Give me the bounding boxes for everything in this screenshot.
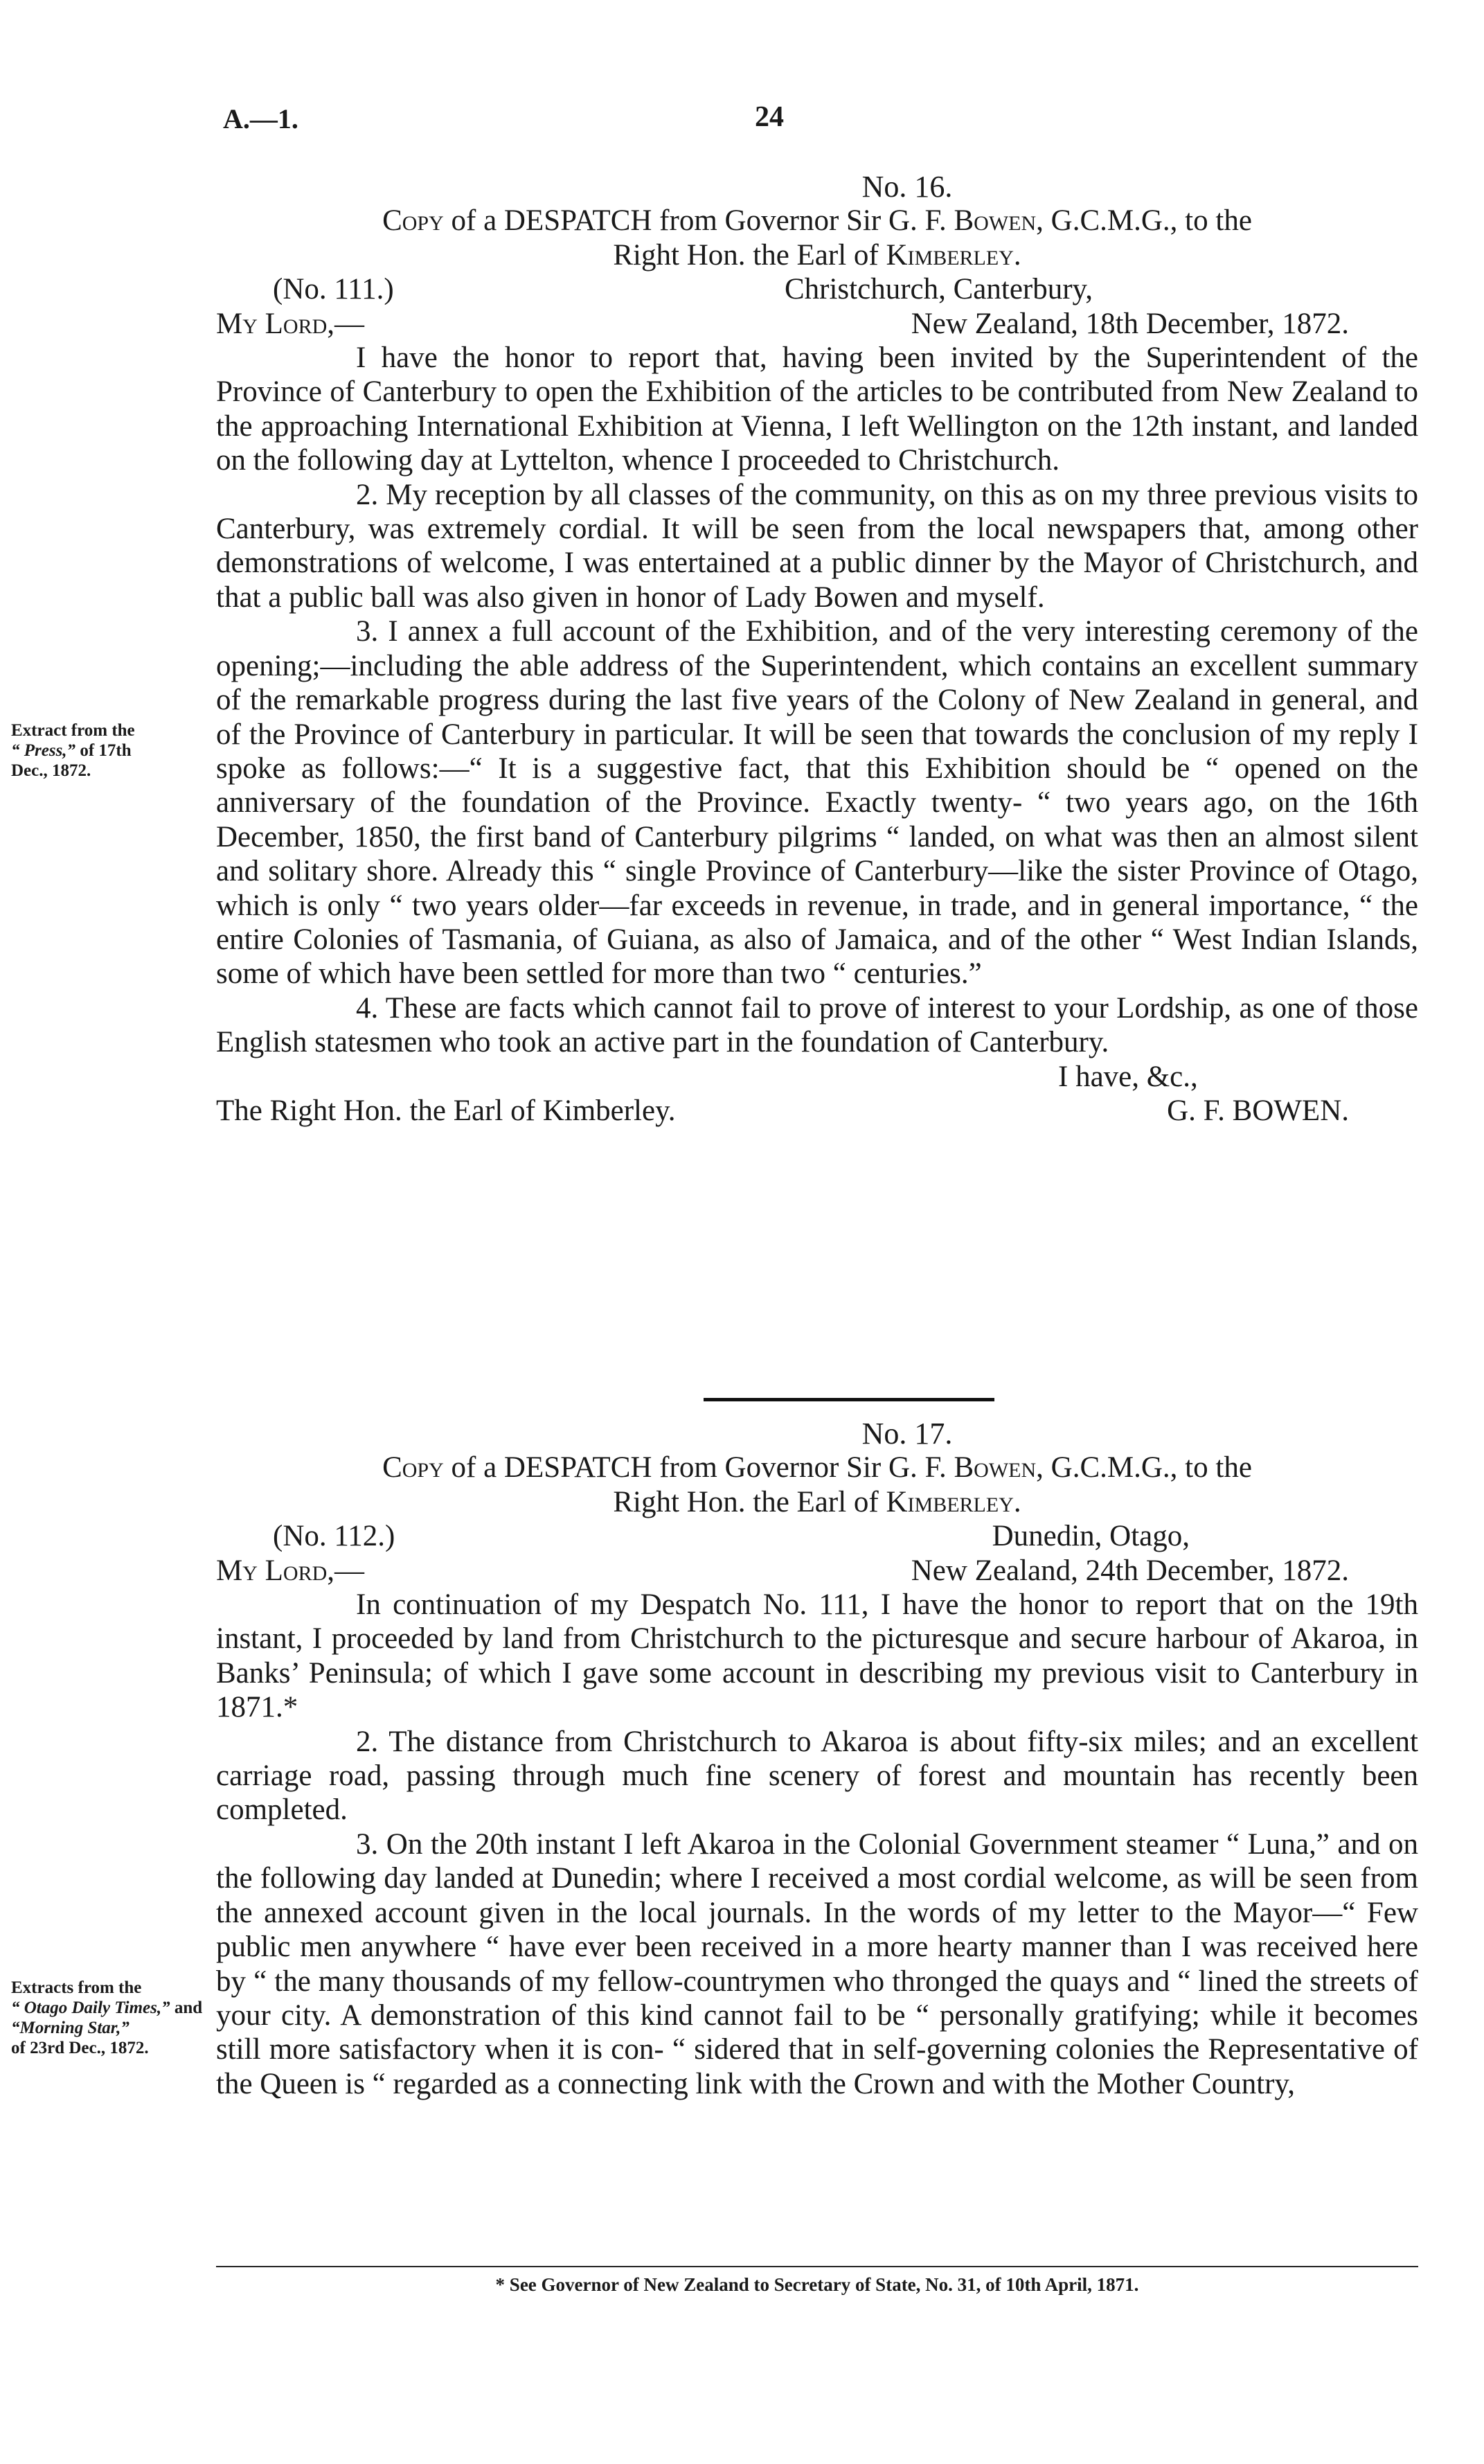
- title-name: Bowen: [954, 204, 1037, 238]
- salutation: My Lord,—: [216, 1554, 365, 1587]
- despatch-number: No. 17.: [861, 1417, 953, 1451]
- despatch-place: Christchurch, Canterbury,: [784, 273, 1093, 306]
- closing-row: [216, 1060, 1418, 1094]
- despatch-number: No. 16.: [861, 170, 953, 204]
- paragraph: 2. My reception by all classes of the community, on this as on my three previous visits to Canterbury, was extremely cordial. It will be seen from the local newspapers that, among other demonstrations of welcome, I was entertained at a public dinner by the Mayor of Christchurch, and that a public ball was also given in honor of Lady Bowen and myself.: [216, 478, 1418, 614]
- title-recipient-name: Kimberley: [886, 1485, 1014, 1518]
- ref-row: [216, 272, 1418, 306]
- closing: I have, &c.,: [1058, 1060, 1198, 1093]
- margin-note: [11, 720, 212, 781]
- margin-note-line: Extracts from the: [11, 1978, 142, 1997]
- despatch-ref: (No. 111.): [273, 273, 394, 306]
- paragraph: 4. These are facts which cannot fail to prove of interest to your Lordship, as one of those English statesmen who took an active part in the foundation of Canterbury.: [216, 991, 1418, 1059]
- addressee: The Right Hon. the Earl of Kimberley.: [216, 1094, 676, 1127]
- margin-note-line: [11, 2018, 212, 2038]
- addressee-row: [216, 1094, 1418, 1128]
- paragraph: 2. The distance from Christchurch to Akaroa is about fifty-six miles; and an excellent carriage road, passing through much fine scenery of forest and mountain has recently been completed.: [216, 1725, 1418, 1827]
- title-copy: Copy: [382, 1451, 444, 1484]
- footnote: * See Governor of New Zealand to Secretary of State, No. 31, of 10th April, 1871.: [495, 2274, 1139, 2295]
- margin-note: [11, 1978, 212, 2058]
- paragraph: 3. On the 20th instant I left Akaroa in the Colonial Government steamer “ Luna,” and on the following day landed at Dunedin; where I received a most cordial welcome, as will be seen from the annexed account given in the local journals. In the words of my letter to the Mayor—“ Few public men anywhere “ have ever been received in a more hearty manner than I was received here by “ the many thousands of my fellow-countrymen who thronged the quays and “ lined the streets of your city. A demonstration of this kind cannot fail to be “ personally gratifying; while it becomes still more satisfactory when it is con- “ sidered that in self-governing colonies the Representative of the Queen is “ regarded as a connecting link with the Crown and with the Mother Country,: [216, 1827, 1418, 2100]
- margin-note-title: “ Press,”: [11, 741, 76, 760]
- margin-note-line: Extract from the: [11, 721, 135, 740]
- footnote-divider: [216, 2266, 1418, 2267]
- section-divider: [704, 1398, 994, 1401]
- title-copy: Copy: [382, 204, 444, 238]
- despatch-date: New Zealand, 18th December, 1872.: [911, 307, 1349, 340]
- title-end: .: [1013, 238, 1021, 272]
- despatch-date: New Zealand, 24th December, 1872.: [911, 1554, 1349, 1587]
- despatch-ref: (No. 112.): [273, 1520, 395, 1553]
- paragraph: I have the honor to report that, having been invited by the Superintendent of the Province of Canterbury to open the Exhibition of the articles to be contributed from New Zealand to the approaching International Exhibition at Vienna, I left Wellington on the 12th instant, and landed on the following day at Lyttelton, whence I proceeded to Christchurch.: [216, 342, 1418, 477]
- despatch-title: [216, 204, 1418, 238]
- despatch-17: [216, 1417, 1418, 2101]
- despatch-place: Dunedin, Otago,: [992, 1520, 1190, 1553]
- margin-note-text: of 17th: [75, 741, 132, 760]
- signature: G. F. BOWEN.: [1167, 1094, 1349, 1127]
- title-recipient: Right Hon. the Earl of: [613, 238, 886, 272]
- ref-row: [216, 1519, 1418, 1553]
- title-name: Bowen: [954, 1451, 1037, 1484]
- margin-note-line: [11, 1998, 212, 2018]
- despatch-16: [216, 170, 1418, 1128]
- despatch-title-line2: [216, 1485, 1418, 1519]
- title-honours: , G.C.M.G., to the: [1036, 204, 1252, 238]
- page-number: 24: [755, 101, 784, 133]
- paragraph: 3. I annex a full account of the Exhibition, and of the very interesting ceremony of the opening;—including the able address of the Superintendent, which contains an excellent summary of the remarkable progress during the last five years of the Colony of New Zealand in general, and of the Province of Canterbury in particular. It will be seen that towards the conclusion of my reply I spoke as follows:—“ It is a suggestive fact, that this Exhibition should be “ opened on the anniversary of the foundation of the Province. Exactly twenty- “ two years ago, on the 16th December, 1850, the first band of Canterbury pilgrims “ landed, on what was then an almost silent and solitary shore. Already this “ single Province of Canterbury—like the sister Province of Otago, which is only “ two years older—far exceeds in revenue, in trade, and in general importance, “ the entire Colonies of Tasmania, of Guiana, as also of Jamaica, and of the other “ West Indian Islands, some of which have been settled for more than two “ centuries.”: [216, 615, 1418, 991]
- margin-note-text: and: [170, 1998, 203, 2017]
- despatch-title-line2: [216, 238, 1418, 272]
- despatch-title: [216, 1451, 1418, 1484]
- salutation-row: [216, 1554, 1418, 1588]
- margin-note-line: [11, 741, 212, 761]
- title-recipient: Right Hon. the Earl of: [613, 1485, 886, 1518]
- title-text: of a DESPATCH from Governor Sir G. F.: [443, 1451, 954, 1484]
- margin-note-title: “ Otago Daily Times,”: [11, 1998, 170, 2017]
- margin-note-title: “Morning Star,”: [11, 2019, 129, 2037]
- salutation-row: [216, 307, 1418, 341]
- title-text: of a DESPATCH from Governor Sir G. F.: [443, 204, 954, 238]
- paragraph: In continuation of my Despatch No. 111, I have the honor to report that on the 19th instant, I proceeded by land from Christchurch to the picturesque and secure harbour of Akaroa, in Banks’ Peninsula; of which I gave some account in describing my previous visit to Canterbury in 1871.*: [216, 1588, 1418, 1724]
- margin-note-line: of 23rd Dec., 1872.: [11, 2039, 149, 2057]
- title-recipient-name: Kimberley: [886, 238, 1014, 272]
- title-honours: , G.C.M.G., to the: [1036, 1451, 1252, 1484]
- margin-note-line: Dec., 1872.: [11, 761, 91, 780]
- title-end: .: [1013, 1485, 1021, 1518]
- salutation: My Lord,—: [216, 307, 365, 340]
- series-header: A.—1.: [223, 103, 298, 134]
